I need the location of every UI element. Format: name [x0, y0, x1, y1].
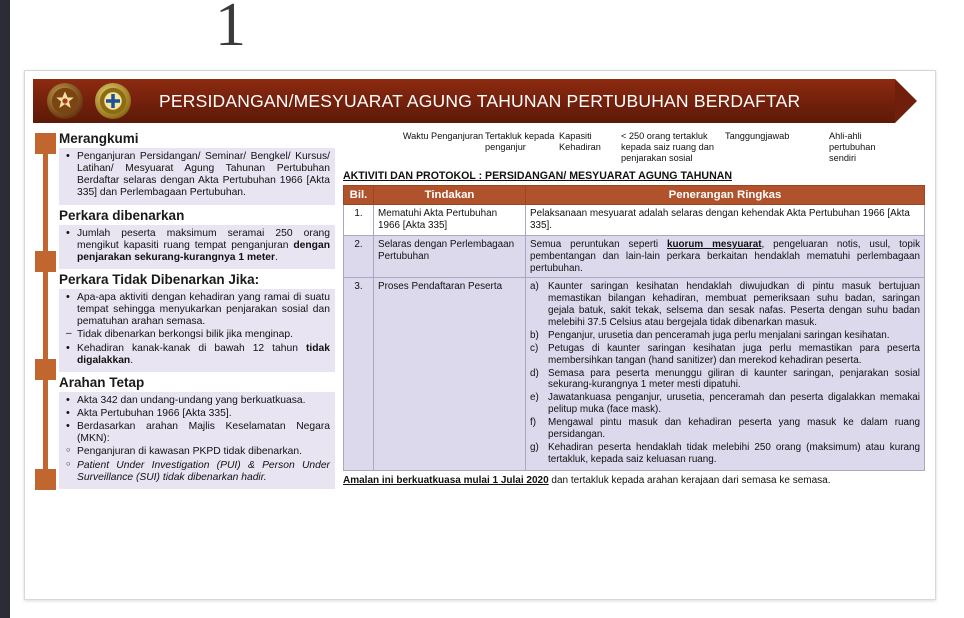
- box-arahan-tetap: [59, 392, 335, 489]
- list-item: Jawatankuasa penganjur, urusetia, penceramah dan peserta digalakkan memakai pelitup muka (face mask).: [548, 392, 920, 416]
- cell-bil: 1.: [344, 205, 374, 236]
- cell-penerangan: [526, 235, 925, 278]
- text-pre: Semua peruntukan seperti: [530, 238, 667, 250]
- cell-tindakan: Mematuhi Akta Pertubuhan 1966 [Akta 335]: [374, 205, 526, 236]
- list-item: [75, 343, 330, 367]
- text-post: , pengeluaran notis, usul, topik pembentangan dan lain-lain perkara berkaitan hendaklah mematuhi perlembagaan pertubuhan.: [530, 238, 921, 274]
- banner-arrow-tip: [895, 79, 917, 123]
- cell-tindakan: Proses Pendaftaran Peserta: [374, 278, 526, 470]
- slide-body: [25, 123, 935, 492]
- list-item: [75, 292, 330, 328]
- list-item: [75, 460, 330, 484]
- list-item: • Akta 342 dan undang-undang yang berkuatkuasa.: [75, 395, 330, 407]
- box-tidak-dibenarkan: [59, 289, 335, 372]
- cell-bil: 2.: [344, 235, 374, 278]
- meta-bilangan-orang: < 250 orang tertakluk kepada saiz ruang dan penjarakan sosial: [621, 131, 714, 164]
- list-item: • Penganjuran Persidangan/ Seminar/ Bengkel/ Kursus/ Latihan/ Mesyuarat Agung Tahunan Pertubuhan Berdaftar selaras dengan Akta Pertubuhan 1966 [Akta 335] dan Perlembagaan Pertubuhan.: [75, 151, 330, 200]
- list-item: Petugas di kaunter saringan kesihatan juga perlu memastikan para peserta membersihkan tangan (hand sanitizer) dan merekod kehadiran peserta.: [548, 342, 920, 366]
- slide-canvas: [24, 70, 936, 600]
- box-merangkumi: [59, 148, 335, 205]
- list-item: Penganjur, urusetia dan penceramah juga perlu menjalani saringan kesihatan.: [548, 329, 890, 341]
- heading-perkara-dibenarkan: Perkara dibenarkan: [59, 207, 185, 223]
- meta-tertakluk-kepada-penganjur: Tertakluk kepada penganjur: [485, 131, 555, 153]
- heading-tidak-dibenarkan: Perkara Tidak Dibenarkan Jika:: [59, 271, 260, 287]
- table-row: [344, 278, 925, 470]
- text-italic: Patient Under Investigation (PUI) & Person Under Surveillance (SUI) tidak dibenarkan hadir.: [77, 459, 330, 483]
- meta-ahli-pertubuhan: Ahli-ahli pertubuhan sendiri: [829, 131, 876, 164]
- list-item: Kehadiran peserta hendaklah tidak melebihi 250 orang (maksimum) atau kurang tertakluk, kepada saiz keluasan ruang.: [548, 441, 920, 465]
- list-item: Kaunter saringan kesihatan hendaklah diwujudkan di pintu masuk bertujuan memastikan bilangan kehadiran, membuat pemeriksaan suhu badan, saringan gejala batuk, sakit tekak, selsema dan sesak nafas. Peserta dengan suhu badan melebihi 37.5 Celsius atau bergejala tidak dibenarkan masuk.: [548, 281, 920, 329]
- timeline-node-3: [35, 359, 56, 380]
- text-pre: Tidak dibenarkan berkongsi bilik jika menginap.: [77, 329, 293, 341]
- jata-negara-icon: [47, 83, 83, 119]
- timeline-node-4: [35, 469, 56, 490]
- meta-tanggungjawab: Tanggungjawab: [725, 131, 790, 141]
- footnote: [343, 475, 925, 487]
- meta-attributes-row: [343, 129, 925, 168]
- list-item: ○ Penganjuran di kawasan PKPD tidak dibenarkan.: [75, 446, 330, 458]
- text-pre: Apa-apa aktiviti dengan kehadiran yang ramai di suatu tempat sehingga menyukarkan penjarakan sosial dan pematuhan arahan semasa.: [77, 291, 330, 328]
- text-post: .: [275, 251, 278, 263]
- list-item: • Berdasarkan arahan Majlis Keselamatan Negara (MKN):: [75, 421, 330, 445]
- list-item: [75, 228, 330, 264]
- table-header-row: [344, 186, 925, 205]
- sub-list: [530, 281, 920, 465]
- table-row: [344, 235, 925, 278]
- right-content-column: [335, 129, 925, 492]
- timeline-node-2: [35, 251, 56, 272]
- meta-waktu-penganjuran: Waktu Penganjuran: [402, 131, 484, 141]
- section-title: AKTIVITI DAN PROTOKOL : PERSIDANGAN/ MESYUARAT AGUNG TAHUNAN: [343, 170, 733, 183]
- column-header-bil: Bil.: [344, 186, 374, 205]
- column-header-penerangan: Penerangan Ringkas: [526, 186, 925, 205]
- heading-arahan-tetap: Arahan Tetap: [59, 374, 145, 390]
- kkm-logo-icon: [95, 83, 131, 119]
- slide-banner: [33, 79, 927, 123]
- text-pre: Pelaksanaan mesyuarat adalah selaras dengan kehendak Akta Pertubuhan 1966 [Akta 335].: [530, 208, 910, 231]
- text-bold: tidak digalakkan: [77, 342, 330, 366]
- footnote-bold: Amalan ini berkuatkuasa mulai 1 Julai 2020: [343, 474, 549, 486]
- footnote-rest: dan tertakluk kepada arahan kerajaan dari semasa ke semasa.: [548, 474, 831, 486]
- cell-penerangan: [526, 205, 925, 236]
- text-bold: dengan penjarakan sekurang-kurangnya 1 meter: [77, 239, 330, 263]
- column-header-tindakan: Tindakan: [374, 186, 526, 205]
- text-pre: Jumlah peserta maksimum seramai 250 orang mengikut kapasiti ruang tempat penganjuran: [77, 227, 330, 251]
- left-summary-column: [35, 129, 335, 492]
- page-edge-strip: [0, 0, 10, 618]
- timeline-bar: [43, 137, 48, 488]
- cell-bil: 3.: [344, 278, 374, 470]
- page-number: 1: [215, 0, 246, 59]
- text-post: .: [130, 354, 134, 366]
- box-perkara-dibenarkan: [59, 225, 335, 269]
- protocol-table: [343, 185, 925, 471]
- heading-merangkumi: Merangkumi: [59, 131, 139, 146]
- text-pre: Kehadiran kanak-kanak di bawah 12 tahun: [77, 342, 306, 354]
- list-item: Mengawal pintu masuk dan kehadiran peserta yang masuk ke dalam ruang persidangan.: [548, 417, 920, 440]
- table-row: [344, 205, 925, 236]
- meta-kapasiti-kehadiran: Kapasiti Kehadiran: [559, 131, 601, 153]
- list-item: • Akta Pertubuhan 1966 [Akta 335].: [75, 408, 330, 420]
- text-bold-underline: kuorum mesyuarat: [667, 238, 762, 250]
- timeline-node-1: [35, 133, 56, 154]
- banner-title: PERSIDANGAN/MESYUARAT AGUNG TAHUNAN PERTUBUHAN BERDAFTAR: [159, 90, 801, 111]
- list-item: Semasa para peserta menunggu giliran di kaunter saringan, penjarakan sosial sekurang-kurangnya 1 meter mesti dipatuhi.: [548, 367, 920, 391]
- cell-tindakan: Selaras dengan Perlembagaan Pertubuhan: [374, 235, 526, 278]
- cell-penerangan: [526, 278, 925, 470]
- list-item: [75, 329, 330, 341]
